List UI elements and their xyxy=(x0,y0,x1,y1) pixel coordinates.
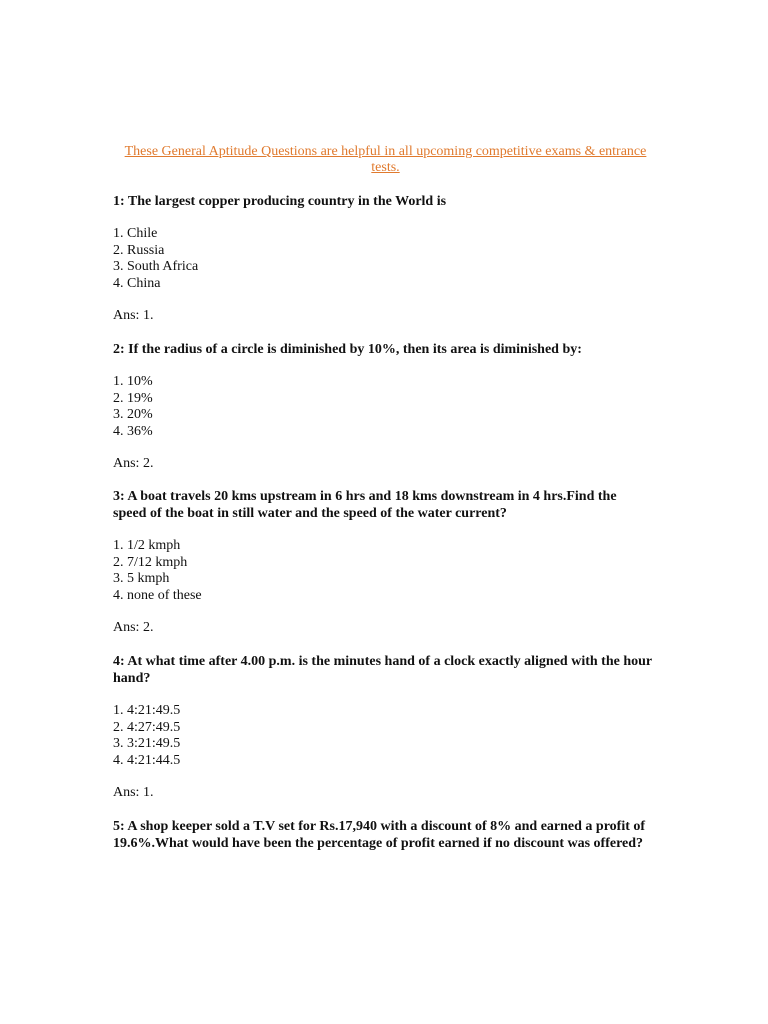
question-text: 2: If the radius of a circle is diminished by 10%, then its area is diminished by: xyxy=(113,342,582,357)
option: 1. 4:21:49.5 xyxy=(113,703,181,718)
answer: Ans: 2. xyxy=(113,620,154,635)
question-5 xyxy=(113,818,653,852)
option: 1. 1/2 kmph xyxy=(113,538,181,553)
answer: Ans: 1. xyxy=(113,308,154,323)
question-4 xyxy=(113,653,653,801)
options-list xyxy=(113,703,653,769)
option: 3. 3:21:49.5 xyxy=(113,736,181,751)
option: 3. 20% xyxy=(113,407,153,422)
option: 1. Chile xyxy=(113,226,158,241)
option: 2. 7/12 kmph xyxy=(113,554,188,570)
question-2 xyxy=(113,341,653,472)
question-3 xyxy=(113,488,653,636)
option: 4. none of these xyxy=(113,587,202,603)
question-text: 1: The largest copper producing country in the World is xyxy=(113,194,447,209)
answer: Ans: 2. xyxy=(113,456,154,471)
option: 2. Russia xyxy=(113,242,165,258)
option: 2. 4:27:49.5 xyxy=(113,719,181,735)
question-text: 3: A boat travels 20 kms upstream in 6 hrs and 18 kms downstream in 4 hrs.Find the speed of the boat in still water and the speed of the water current? xyxy=(113,489,617,521)
option: 1. 10% xyxy=(113,374,153,389)
question-text: 5: A shop keeper sold a T.V set for Rs.17,940 with a discount of 8% and earned a profit of 19.6%.What would have been the percentage of profit earned if no discount was offered? xyxy=(113,819,646,851)
option: 3. South Africa xyxy=(113,259,199,274)
option: 4. China xyxy=(113,275,161,291)
options-list xyxy=(113,374,653,440)
options-list xyxy=(113,226,653,292)
option: 4. 4:21:44.5 xyxy=(113,752,181,768)
options-list xyxy=(113,538,653,604)
question-1 xyxy=(113,193,653,324)
question-text: 4: At what time after 4.00 p.m. is the minutes hand of a clock exactly aligned with the hour hand? xyxy=(113,654,652,686)
option: 2. 19% xyxy=(113,390,153,406)
option: 4. 36% xyxy=(113,423,153,439)
option: 3. 5 kmph xyxy=(113,571,170,586)
intro-link[interactable]: These General Aptitude Questions are helpful in all upcoming competitive exams & entrance tests. xyxy=(124,144,647,175)
answer: Ans: 1. xyxy=(113,785,154,800)
